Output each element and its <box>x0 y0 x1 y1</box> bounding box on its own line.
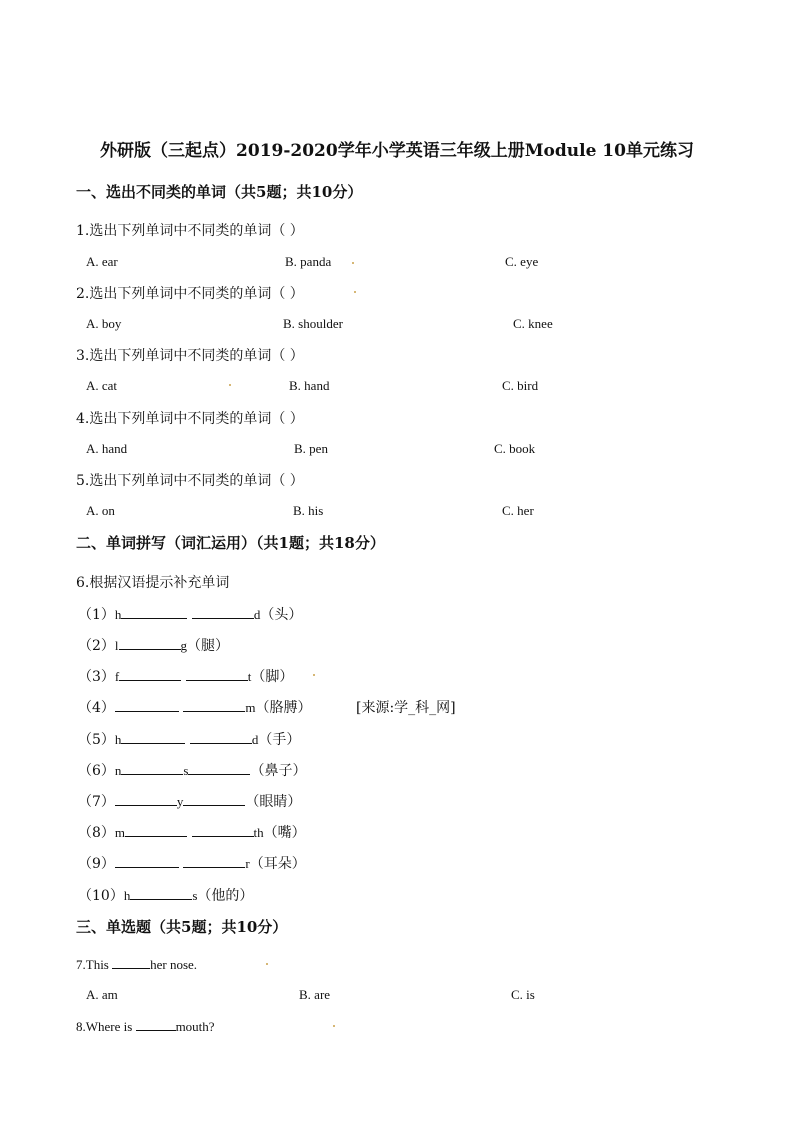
item-middle: y <box>176 794 184 809</box>
q2-option-a: A. boy <box>86 316 122 331</box>
q8-text-after: mouth? <box>175 1019 215 1034</box>
item-prefix: h <box>114 732 122 747</box>
speck-mark <box>333 1025 335 1027</box>
answer-blank[interactable] <box>119 668 181 681</box>
item-suffix: th <box>253 825 264 840</box>
item-prefix: m <box>114 825 126 840</box>
answer-blank[interactable] <box>125 824 187 837</box>
spelling-item <box>78 853 306 873</box>
item-suffix: s <box>192 888 198 903</box>
spelling-item <box>78 822 306 842</box>
item-suffix: d <box>253 607 261 622</box>
q3-option-c: C. bird <box>502 378 539 393</box>
spelling-item <box>78 729 300 749</box>
q7-text-after: her nose. <box>150 957 198 972</box>
section-3-heading: 三、单选题（共5题；共10分） <box>76 918 288 936</box>
item-prefix: h <box>114 607 122 622</box>
item-number: （10） <box>78 888 124 904</box>
chinese-hint: （眼睛） <box>245 794 302 810</box>
item-suffix: g <box>180 638 188 653</box>
question-2-stem: 2.选出下列单词中不同类的单词（ ） <box>76 286 304 302</box>
answer-blank[interactable] <box>115 855 179 868</box>
item-number: （2） <box>78 638 115 654</box>
chinese-hint: （手） <box>258 732 301 748</box>
item-prefix: l <box>114 638 119 653</box>
answer-blank[interactable] <box>186 668 248 681</box>
spelling-item <box>78 635 229 655</box>
speck-mark <box>313 674 315 676</box>
answer-blank[interactable] <box>115 793 177 806</box>
item-suffix: d <box>251 732 259 747</box>
spelling-item <box>78 604 302 624</box>
answer-blank[interactable] <box>121 606 187 619</box>
spelling-item <box>78 666 293 686</box>
item-number: （9） <box>78 856 115 872</box>
question-8-stem <box>76 1018 215 1035</box>
answer-blank[interactable] <box>119 637 181 650</box>
source-note: [来源:学_科_网] <box>356 700 456 716</box>
spelling-item <box>78 697 312 717</box>
chinese-hint: （头） <box>260 607 303 623</box>
item-suffix: r <box>245 856 250 871</box>
question-4-stem: 4.选出下列单词中不同类的单词（ ） <box>76 411 304 427</box>
answer-blank[interactable] <box>121 762 183 775</box>
answer-blank[interactable] <box>136 1018 176 1031</box>
q5-option-b: B. his <box>293 503 324 518</box>
section-1-heading: 一、选出不同类的单词（共5题；共10分） <box>76 183 363 201</box>
chinese-hint: （胳膊） <box>255 700 312 716</box>
speck-mark <box>266 963 268 965</box>
speck-mark <box>229 384 231 386</box>
question-7-stem <box>76 956 197 973</box>
q1-option-c: C. eye <box>505 254 539 269</box>
chinese-hint: （鼻子） <box>250 763 307 779</box>
answer-blank[interactable] <box>183 793 245 806</box>
q5-option-a: A. on <box>86 503 115 518</box>
spelling-item <box>78 760 306 780</box>
answer-blank[interactable] <box>115 699 179 712</box>
item-suffix: t <box>247 669 252 684</box>
item-prefix: n <box>114 763 122 778</box>
q4-option-b: B. pen <box>294 441 328 456</box>
item-number: （4） <box>78 700 115 716</box>
q3-option-a: A. cat <box>86 378 118 393</box>
q5-option-c: C. her <box>502 503 534 518</box>
spelling-item <box>78 885 253 905</box>
q8-text-before: 8.Where is <box>76 1019 136 1034</box>
section-2-heading: 二、单词拼写（词汇运用）（共1题；共18分） <box>76 534 385 552</box>
item-number: （7） <box>78 794 115 810</box>
question-6-stem: 6.根据汉语提示补充单词 <box>76 575 230 591</box>
item-number: （5） <box>78 732 115 748</box>
answer-blank[interactable] <box>192 606 254 619</box>
q7-option-a: A. am <box>86 987 118 1002</box>
chinese-hint: （脚） <box>251 669 294 685</box>
answer-blank[interactable] <box>190 731 252 744</box>
item-middle: s <box>183 763 189 778</box>
answer-blank[interactable] <box>188 762 250 775</box>
chinese-hint: （腿） <box>187 638 230 654</box>
q1-option-b: B. panda <box>285 254 332 269</box>
item-suffix: m <box>245 700 256 715</box>
item-number: （1） <box>78 607 115 623</box>
document-title: 外研版（三起点）2019-2020学年小学英语三年级上册Module 10单元练习 <box>100 141 694 161</box>
item-prefix: f <box>114 669 120 684</box>
item-prefix: h <box>123 888 131 903</box>
chinese-hint: （嘴） <box>263 825 306 841</box>
question-3-stem: 3.选出下列单词中不同类的单词（ ） <box>76 348 304 364</box>
answer-blank[interactable] <box>183 699 245 712</box>
q1-option-a: A. ear <box>86 254 118 269</box>
question-1-stem: 1.选出下列单词中不同类的单词（ ） <box>76 223 304 239</box>
q7-option-c: C. is <box>511 987 535 1002</box>
speck-mark <box>354 291 356 293</box>
q2-option-c: C. knee <box>513 316 553 331</box>
answer-blank[interactable] <box>112 956 150 969</box>
item-number: （8） <box>78 825 115 841</box>
spelling-item <box>78 791 301 811</box>
speck-mark <box>352 262 354 264</box>
q4-option-c: C. book <box>494 441 536 456</box>
q7-text-before: 7.This <box>76 957 113 972</box>
answer-blank[interactable] <box>192 824 254 837</box>
q7-option-b: B. are <box>299 987 331 1002</box>
q2-option-b: B. shoulder <box>283 316 343 331</box>
chinese-hint: （耳朵） <box>249 856 306 872</box>
answer-blank[interactable] <box>130 887 192 900</box>
answer-blank[interactable] <box>183 855 245 868</box>
q4-option-a: A. hand <box>86 441 128 456</box>
question-5-stem: 5.选出下列单词中不同类的单词（ ） <box>76 473 304 489</box>
item-number: （3） <box>78 669 115 685</box>
chinese-hint: （他的） <box>197 888 254 904</box>
item-number: （6） <box>78 763 115 779</box>
answer-blank[interactable] <box>121 731 185 744</box>
q3-option-b: B. hand <box>289 378 330 393</box>
